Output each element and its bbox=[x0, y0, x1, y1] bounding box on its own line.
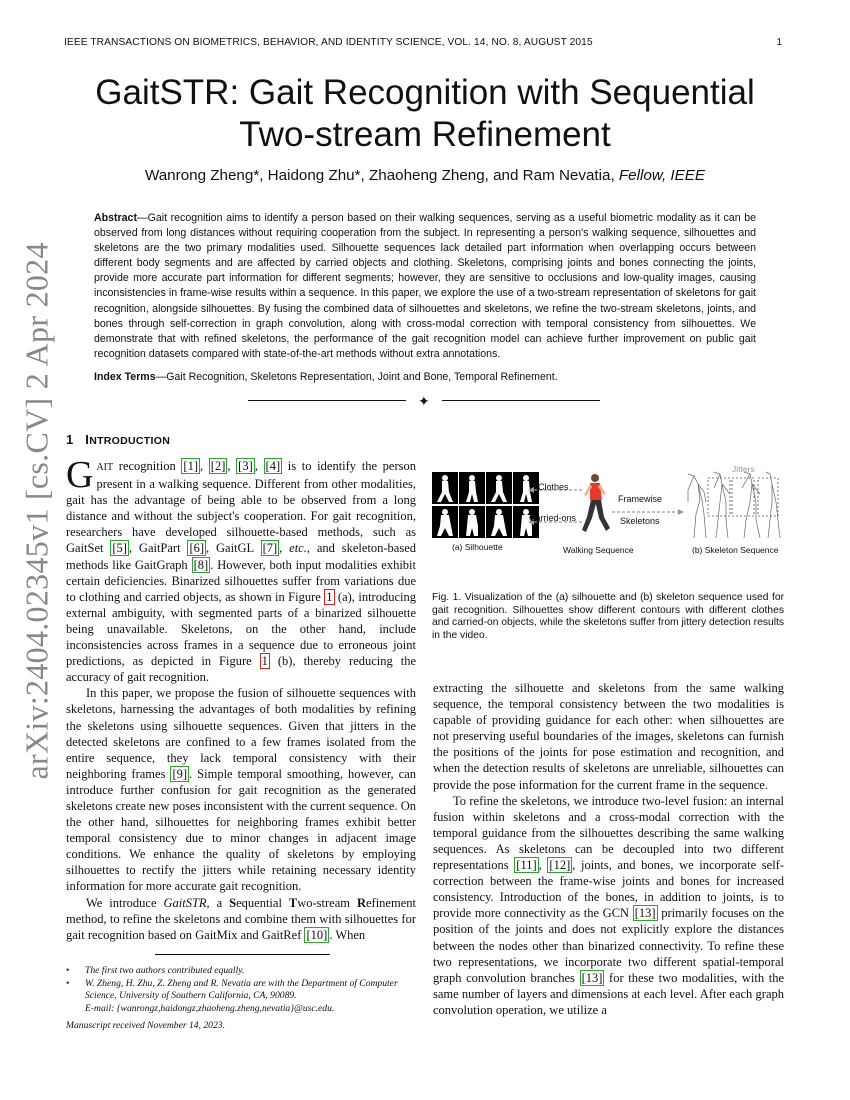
text-run: wo-stream bbox=[297, 895, 357, 910]
intro-paragraph-3 bbox=[66, 895, 416, 943]
divider-line-left bbox=[248, 400, 406, 401]
title-line-1: GaitSTR: Gait Recognition with Sequential bbox=[95, 73, 755, 112]
text-run: , GaitGL bbox=[206, 541, 261, 556]
text-run: R bbox=[356, 895, 366, 910]
right-column bbox=[433, 680, 784, 1018]
citation-link[interactable]: [9] bbox=[172, 766, 188, 781]
bullet-icon: • bbox=[66, 977, 70, 989]
section-number: 1 bbox=[66, 432, 74, 447]
bullet-icon: • bbox=[66, 965, 70, 976]
divider-line-right bbox=[442, 400, 600, 401]
dropcap: G bbox=[66, 454, 94, 496]
page-number: 1 bbox=[776, 37, 782, 48]
journal-header: IEEE TRANSACTIONS ON BIOMETRICS, BEHAVIOR, AND IDENTITY SCIENCE, VOL. 14, NO. 8, AUGUST 2015 bbox=[64, 37, 593, 48]
text-run: In this paper, we propose the fusion of silhouette sequences with skeletons, harnessing the advantages of both modalities by refining the skeletons using silhouette sequences. Given that jitters in the detected skeletons are confined to a few frames isolated from the entire sequence, they lack temporal consistency with their neighboring frames bbox=[66, 686, 416, 781]
text-run: . However, both input modalities exhibit certain deficiencies. Binarized silhouettes suffer from variations due to clothing and carried objects, as shown in Figure bbox=[66, 557, 416, 604]
text-run: , GaitPart bbox=[128, 541, 188, 556]
text-run: , a bbox=[206, 895, 230, 910]
label-jitters: Jitters bbox=[732, 464, 755, 474]
title-line-2: Two-stream Refinement bbox=[239, 115, 611, 154]
section-first-letter: I bbox=[85, 432, 90, 447]
arxiv-stamp: arXiv:2404.02345v1 [cs.CV] 2 Apr 2024 bbox=[18, 242, 55, 780]
footnote-text: W. Zheng, H. Zhu, Z. Zheng and R. Nevatia are with the Department of Computer Science, University of Southern California, CA, 90089. bbox=[85, 977, 398, 1001]
text-run: equential bbox=[236, 895, 289, 910]
text-run: recognition bbox=[113, 459, 182, 473]
section-title-rest: NTRODUCTION bbox=[89, 435, 171, 447]
figure-1 bbox=[432, 462, 784, 562]
caption-silhouette: (a) Silhouette bbox=[452, 542, 503, 552]
author-names: Wanrong Zheng*, Haidong Zhu*, Zhaoheng Zheng, and Ram Nevatia, bbox=[144, 167, 615, 184]
text-run: (b), thereby reducing the accuracy of gait recognition. bbox=[66, 654, 417, 685]
citation-link[interactable]: [2] bbox=[210, 459, 226, 473]
citation-link[interactable]: [12] bbox=[549, 858, 571, 873]
intro-paragraph-1: GAIT recognition [1] , [2] , [3] , [4] is to identify the person present in a walking sequence. Different from other modalities, gait has the advantage of being able to be observed from a long distance and without the subject's cooperation. For gait recognition, researchers have developed silhouette-based methods, such as GaitSet [5] , GaitPart [6] , GaitGL [7] , etc., and skeleton-based methods like GaitGraph [8] . However, both input modalities exhibit certain deficiencies. Binarized silhouettes suffer from variations due to clothing and carried objects, as shown in Figure 1 (a), introducing external ambiguity, with segmented parts of a binarized silhouette being unavailable. Skeletons, on the other hand, include inconsistencies across frames in a sequence due to erroneous joint predictions, as depicted in Figure 1 (b), thereby reducing the accuracy of gait recognition. bbox=[66, 454, 417, 685]
section-heading bbox=[66, 432, 170, 447]
abstract bbox=[94, 211, 756, 362]
text-run: primarily focuses on the position of the joints and does not explicitly explore the distances between the nodes other than binarized connectivity. To refine these two representations, we incorporate two different spatial-temporal graph convolution branches bbox=[433, 906, 784, 985]
label-carried-ons: Carried-ons bbox=[529, 513, 577, 523]
author-fellow: Fellow, IEEE bbox=[618, 167, 706, 184]
footnotes bbox=[66, 965, 416, 1015]
divider-diamond-icon: ✦ bbox=[418, 393, 430, 409]
text-run: for these two modalities, with the same number of layers and dimensions at each level. After each graph convolution operation, we utilize a bbox=[433, 970, 784, 1017]
text-run: To refine the skeletons, we introduce two-level fusion: an internal fusion within skeletons and a cross-modal correction with the temporal guidance from the silhouettes describing the same walking sequences. As skeletons can be decoupled into two different representations bbox=[433, 793, 784, 873]
figure-link[interactable]: 1 bbox=[261, 654, 268, 669]
intro-smallcaps: AIT bbox=[96, 462, 114, 473]
index-terms bbox=[94, 371, 756, 383]
caption-skeleton-sequence: (b) Skeleton Sequence bbox=[692, 545, 779, 555]
figure-link[interactable]: 1 bbox=[326, 589, 333, 604]
citation-link[interactable]: [4] bbox=[265, 459, 281, 473]
text-run: We introduce bbox=[86, 895, 164, 910]
text-run: . Simple temporal smoothing, however, can introduce further confusion for gait recognition as the generated skeletons create new poses inconsistent with the current sequence. On the other hand, silhouettes for neighboring frames exhibit better temporal consistency due to minor changes in adjacent image conditions. We enhance the quality of skeletons by employing silhouettes to rectify the jitters while retaining necessary identity information for more accurate gait recognition. bbox=[66, 766, 416, 894]
method-name: GaitSTR bbox=[163, 895, 207, 910]
left-column bbox=[66, 454, 417, 943]
author-list bbox=[60, 167, 790, 184]
citation-link[interactable]: [1] bbox=[183, 459, 198, 473]
footnote-1 bbox=[66, 965, 416, 978]
citation-link[interactable]: [11] bbox=[516, 858, 537, 873]
right-paragraph-2 bbox=[433, 793, 784, 1018]
footnote-text: The first two authors contributed equally. bbox=[85, 965, 245, 976]
right-paragraph-1: extracting the silhouette and skeletons from the same walking sequence, the temporal consistency between the two modalities is capable of providing guidance for each other: when silhouettes are not preserving useful boundaries of the images, skeletons can furnish the positions of the joints for pose estimation and recognition, and when the detection results of skeletons are unreliable, silhouettes can provide the pose information for the current frame in the sequence. bbox=[433, 681, 784, 792]
index-terms-text: —Gait Recognition, Skeletons Representation, Joint and Bone, Temporal Refinement. bbox=[155, 371, 558, 383]
manuscript-note: Manuscript received November 14, 2023. bbox=[66, 1020, 225, 1031]
citation-link[interactable]: [3] bbox=[238, 459, 253, 473]
text-run: is to identify the person present in a walking sequence. Different from other modalities, gait has the advantage of being able to be observed from a long distance and without the subject's cooperation. For gait recognition, researchers have developed silhouette-based methods, such as GaitSet bbox=[66, 459, 416, 556]
text-run: , bbox=[538, 858, 548, 873]
footnote-2 bbox=[66, 978, 416, 1016]
text-run: S bbox=[229, 895, 237, 910]
text-run: , joints, and bones, we incorporate self-correction between the frame-wise joints and bones for increased consistency. Introduction of the bones, in addition to joints, is to provide more connectivity as the GCN bbox=[433, 858, 784, 921]
label-skeletons: Skeletons bbox=[620, 516, 660, 526]
section-divider bbox=[248, 393, 600, 409]
index-terms-label: Index Terms bbox=[94, 371, 156, 383]
text-run: , and skeleton-based methods like GaitGraph bbox=[66, 541, 417, 572]
intro-paragraph-2 bbox=[66, 685, 416, 894]
abstract-text: —Gait recognition aims to identify a person based on their walking sequences, serving as a useful biometric modality as it can be observed from long distances without requiring cooperation from the subject. In representing a person's walking sequence, silhouettes and skeletons are the two primary modalities used. Silhouette sequences lack detailed part information when overlapping occurs between different body segments and are affected by carried objects and clothing. Skeletons, comprising joints and bones connecting the joints, provide more accurate part information for different segments; however, they are sensitive to occlusions and low-quality images, causing inconsistencies in frame-wise results within a sequence. In this paper, we explore the use of a two-stream representation of skeletons for gait recognition, alongside silhouettes. By fusing the combined data of silhouettes and skeletons, we refine the two-stream skeletons, joints, and bones through self-correction in graph convolution, along with cross-modal correction with temporal consistency from silhouettes. We demonstrate that with refined skeletons, the performance of the gait recognition model can achieve further improvement on public gait recognition datasets compared with state-of-the-art methods without extra annotations. bbox=[94, 212, 756, 360]
paper-title bbox=[60, 72, 790, 156]
text-run: T bbox=[288, 895, 298, 910]
text-run: . When bbox=[329, 927, 366, 942]
citation-link[interactable]: [13] bbox=[581, 970, 603, 985]
text-run: etc. bbox=[289, 541, 307, 556]
caption-walking-sequence: Walking Sequence bbox=[563, 545, 634, 555]
label-framewise: Framewise bbox=[618, 494, 663, 504]
walking-person-icon bbox=[582, 474, 610, 532]
skeleton-sequence bbox=[688, 472, 780, 538]
citation-link[interactable]: [7] bbox=[262, 541, 278, 556]
text-run: efinement bbox=[366, 895, 416, 910]
footnote-email: E-mail: {wanrongz,haidongz,zhaoheng.zheng,nevatia}@usc.edu. bbox=[85, 1002, 335, 1014]
citation-link[interactable]: [6] bbox=[189, 541, 205, 556]
label-clothes: Clothes bbox=[538, 482, 569, 492]
footnote-rule bbox=[155, 954, 330, 955]
citation-link[interactable]: [5] bbox=[112, 541, 127, 556]
text-run: method, to refine the skeletons and combine them with silhouettes for gait recognition based on GaitMix and GaitRef bbox=[66, 911, 416, 942]
citation-link[interactable]: [10] bbox=[306, 927, 328, 942]
arrow-head-icon bbox=[678, 509, 684, 515]
figure-caption: Fig. 1. Visualization of the (a) silhouette and (b) skeleton sequence used for gait recognition. Silhouettes show different contours with different clothes and carried-on objects, while the skeletons suffer from jittery detection results in the video. bbox=[432, 592, 784, 641]
silhouette-grid bbox=[432, 472, 539, 538]
citation-link[interactable]: [13] bbox=[634, 906, 656, 921]
citation-link[interactable]: [8] bbox=[193, 557, 209, 572]
text-run: (a), introducing external ambiguity, with segmented parts of a binarized silhouette being unavailable. Skeletons, on the other hand, include inconsistencies across frames in a sequence due to erroneous joint predictions, as depicted in Figure bbox=[66, 589, 416, 669]
abstract-label: Abstract bbox=[94, 212, 137, 224]
